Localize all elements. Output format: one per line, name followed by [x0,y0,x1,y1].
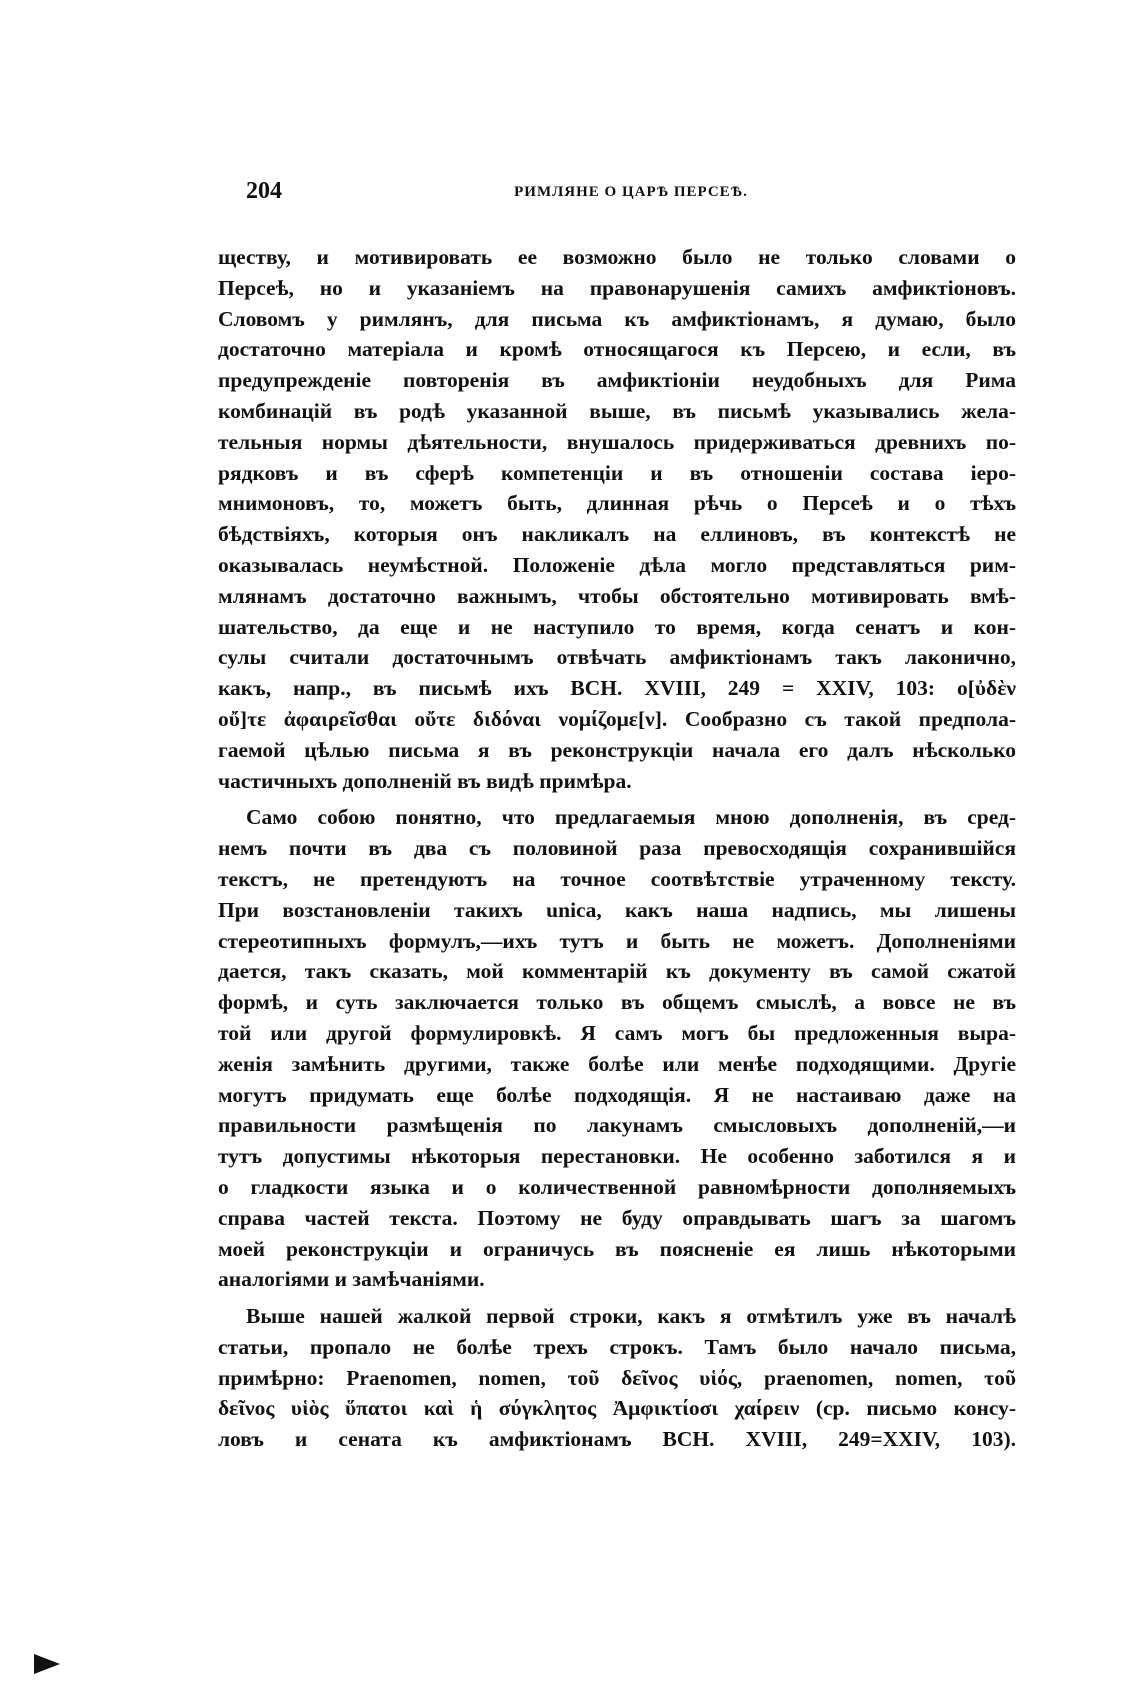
text-line: Словомъ у римлянъ, для письма къ амфиктіонамъ, я думаю, было [218,306,1016,331]
paragraph-3 [218,1301,1016,1455]
text-line: немъ почти въ два съ половиной раза превосходящія сохранившійся [218,836,1016,861]
text-line: рядковъ и въ сферѣ компетенціи и въ отношеніи состава іеро- [218,460,1016,485]
paragraph-2 [218,802,1016,1295]
text-line: Персеѣ, но и указаніемъ на правонарушенія самихъ амфиктіоновъ. [218,275,1016,300]
text-body [218,242,1016,1455]
text-line: сулы считали достаточнымъ отвѣчать амфиктіонамъ такъ лаконично, [218,645,1016,670]
text-line: частичныхъ дополненій въ видѣ примѣра. [218,768,632,793]
page-corner-arrow-icon [34,1654,60,1674]
text-line: формѣ, и суть заключается только въ общемъ смыслѣ, а вовсе не въ [218,990,1016,1015]
page-header [246,178,1016,218]
text-line: οὔ]τε ἀφαιρεῖσθαι οὔτε διδόναι νομίζομε[ν]. Сообразно съ такой предпола- [218,706,1016,731]
text-line: моей реконструкціи и ограничусь въ поясненіе ея лишь нѣкоторыми [218,1236,1016,1261]
text-line: Само собою понятно, что предлагаемыя мною дополненія, въ сред- [246,805,1016,830]
text-line: При возстановленіи такихъ unica, какъ наша надпись, мы лишены [218,897,1016,922]
text-line: тутъ допустимы нѣкоторыя перестановки. Не особенно заботился я и [218,1144,1016,1169]
text-line: мнимоновъ, то, можетъ быть, длинная рѣчь о Персеѣ и о тѣхъ [218,491,1016,516]
text-line: какъ, напр., въ письмѣ ихъ BCH. XVIII, 249 = XXIV, 103: ο[ὐδὲν [218,676,1016,701]
text-line: тельныя нормы дѣятельности, внушалось придерживаться древнихъ по- [218,429,1016,454]
text-line: статьи, пропало не болѣе трехъ строкъ. Тамъ было начало письма, [218,1334,1016,1359]
text-line: гаемой цѣлью письма я въ реконструкціи начала его далъ нѣсколько [218,737,1016,762]
page-number: 204 [246,178,282,204]
text-line: Выше нашей жалкой первой строки, какъ я отмѣтилъ уже въ началѣ [246,1304,1016,1329]
text-line: текстъ, не претендуютъ на точное соотвѣтствіе утраченному тексту. [218,866,1016,891]
text-line: о гладкости языка и о количественной равномѣрности дополняемыхъ [218,1174,1016,1199]
text-line: дается, такъ сказать, мой комментарій къ документу въ самой сжатой [218,959,1016,984]
text-line: могутъ придумать еще болѣе подходящія. Я не настаиваю даже на [218,1082,1016,1107]
text-line: женія замѣнить другими, также болѣе или менѣе подходящими. Другіе [218,1051,1016,1076]
text-line: млянамъ достаточно важнымъ, чтобы обстоятельно мотивировать вмѣ- [218,583,1016,608]
text-line: предупрежденіе повторенія въ амфиктіоніи неудобныхъ для Рима [218,368,1016,393]
text-line: стереотипныхъ формулъ,—ихъ тутъ и быть не можетъ. Дополненіями [218,928,1016,953]
text-line: δεῖνος υἱὸς ὕπατοι καὶ ἡ σύγκλητος Ἀμφικτίοσι χαίρειν (ср. письмо консу- [218,1396,1016,1421]
text-line: аналогіями и замѣчаніями. [218,1267,485,1292]
text-line: достаточно матеріала и кромѣ относящагося къ Персею, и если, въ [218,337,1016,362]
running-title: РИМЛЯНЕ О ЦАРѢ ПЕРСЕѢ. [514,184,748,200]
text-line: справа частей текста. Поэтому не буду оправдывать шагъ за шагомъ [218,1205,1016,1230]
text-line: комбинацій въ родѣ указанной выше, въ письмѣ указывались жела- [218,398,1016,423]
paragraph-1 [218,242,1016,796]
text-line: оказывалась неумѣстной. Положеніе дѣла могло представляться рим- [218,552,1016,577]
text-line: правильности размѣщенія по лакунамъ смысловыхъ дополненій,—и [218,1113,1016,1138]
text-line: шательство, да еще и не наступило то время, когда сенатъ и кон- [218,614,1016,639]
text-line: ловъ и сената къ амфиктіонамъ BCH. XVIII, 249=XXIV, 103). [218,1427,1016,1452]
text-line: ществу, и мотивировать ее возможно было не только словами о [218,245,1016,269]
text-line: бѣдствіяхъ, которыя онъ накликалъ на еллиновъ, въ контекстѣ не [218,522,1016,547]
text-line: той или другой формулировкѣ. Я самъ могъ бы предложенныя выра- [218,1020,1016,1045]
text-line: примѣрно: Praenomen, nomen, τοῦ δεῖνος υἱός, praenomen, nomen, τοῦ [218,1365,1016,1390]
